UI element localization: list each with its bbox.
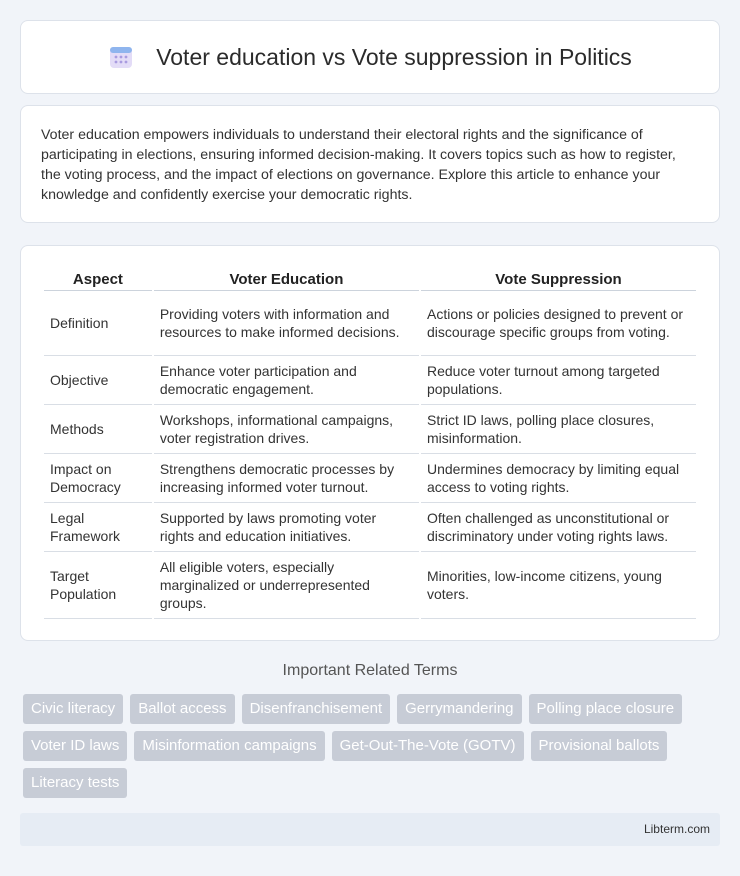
related-terms-list <box>23 694 723 805</box>
table-cell: All eligible voters, especially marginalized or underrepresented groups. <box>154 552 419 619</box>
table-cell: Strict ID laws, polling place closures, misinformation. <box>421 405 696 454</box>
table-cell: Definition <box>44 291 152 356</box>
header-voter-education: Voter Education <box>154 265 419 291</box>
term-tag[interactable]: Disenfranchisement <box>242 694 391 724</box>
term-tag[interactable]: Misinformation campaigns <box>134 731 324 761</box>
header-vote-suppression: Vote Suppression <box>421 265 696 291</box>
table-row <box>44 503 696 552</box>
table-cell: Objective <box>44 356 152 405</box>
term-tag[interactable]: Polling place closure <box>529 694 683 724</box>
footer <box>20 813 720 846</box>
term-tag[interactable]: Voter ID laws <box>23 731 127 761</box>
table-cell: Workshops, informational campaigns, voter registration drives. <box>154 405 419 454</box>
term-tag[interactable]: Ballot access <box>130 694 234 724</box>
table-header-row <box>44 265 696 291</box>
table-row <box>44 356 696 405</box>
table-cell: Enhance voter participation and democratic engagement. <box>154 356 419 405</box>
calendar-icon <box>108 44 134 70</box>
footer-site-link[interactable]: Libterm.com <box>643 822 710 836</box>
header-card <box>20 20 720 94</box>
intro-text: Voter education empowers individuals to understand their electoral rights and the significance of participating in elections, ensuring informed decision-making. It covers topics such as how to register, the voting process, and the impact of elections on governance. Explore this article to enhance your knowledge and confidently exercise your democratic rights. <box>41 127 676 203</box>
table-cell: Undermines democracy by limiting equal access to voting rights. <box>421 454 696 503</box>
table-cell: Supported by laws promoting voter rights and education initiatives. <box>154 503 419 552</box>
table-cell: Often challenged as unconstitutional or discriminatory under voting rights laws. <box>421 503 696 552</box>
table-row <box>44 552 696 619</box>
table-cell: Legal Framework <box>44 503 152 552</box>
table-row <box>44 454 696 503</box>
table-cell: Strengthens democratic processes by increasing informed voter turnout. <box>154 454 419 503</box>
table-cell: Actions or policies designed to prevent or discourage specific groups from voting. <box>421 291 696 356</box>
table-cell: Impact on Democracy <box>44 454 152 503</box>
term-tag[interactable]: Provisional ballots <box>531 731 668 761</box>
term-tag[interactable]: Civic literacy <box>23 694 123 724</box>
term-tag[interactable]: Literacy tests <box>23 768 127 798</box>
intro-card <box>20 105 720 223</box>
table-cell: Minorities, low-income citizens, young voters. <box>421 552 696 619</box>
table-cell: Reduce voter turnout among targeted populations. <box>421 356 696 405</box>
related-terms-title: Important Related Terms <box>282 662 458 679</box>
table-cell: Methods <box>44 405 152 454</box>
table-row <box>44 291 696 356</box>
table-cell: Providing voters with information and resources to make informed decisions. <box>154 291 419 356</box>
term-tag[interactable]: Get-Out-The-Vote (GOTV) <box>332 731 524 761</box>
table-row <box>44 405 696 454</box>
comparison-table <box>42 265 698 619</box>
page-title: Voter education vs Vote suppression in Politics <box>156 43 632 70</box>
table-cell: Target Population <box>44 552 152 619</box>
comparison-table-card <box>20 245 720 641</box>
header-aspect: Aspect <box>44 265 152 291</box>
term-tag[interactable]: Gerrymandering <box>397 694 521 724</box>
